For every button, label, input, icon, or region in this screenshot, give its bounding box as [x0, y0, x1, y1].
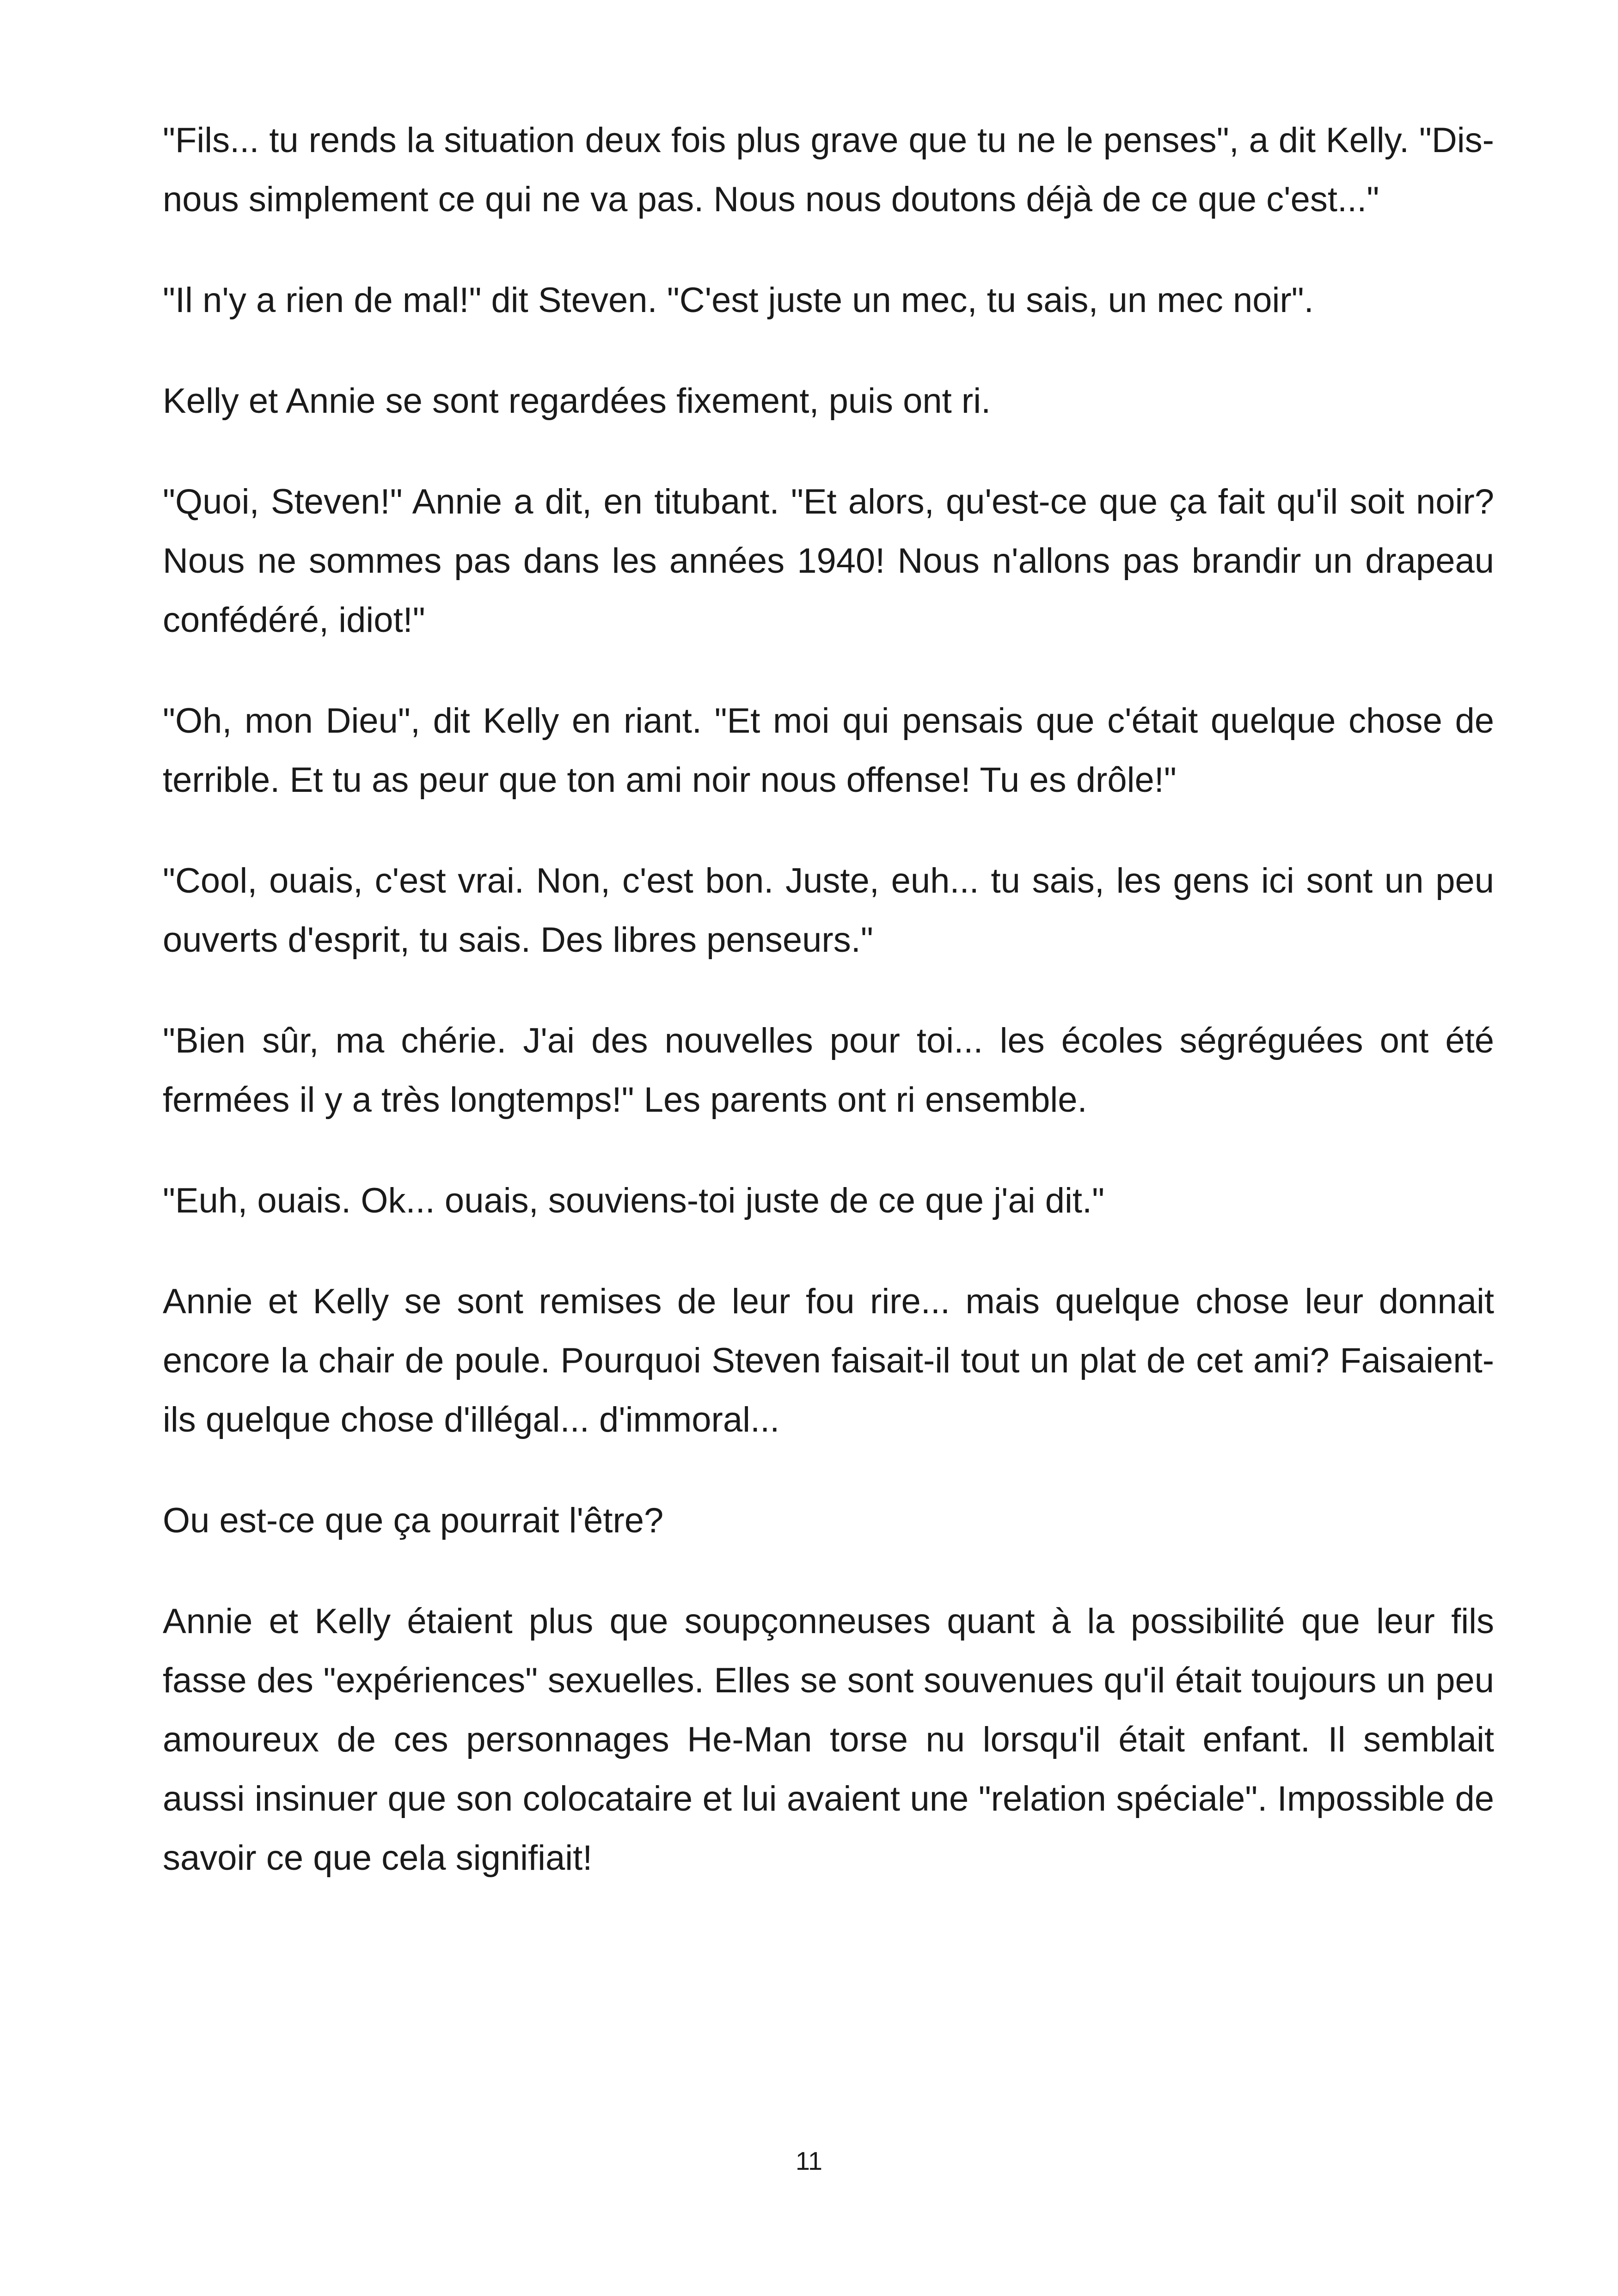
paragraph-9: Annie et Kelly se sont remises de leur fou rire... mais quelque chose leur donnait encore la chair de poule. Pourquoi Steven faisait-il tout un plat de cet ami? Faisaient-ils quelque chose d'illégal... d'immoral...: [163, 1282, 1494, 1439]
paragraph-2: "Il n'y a rien de mal!" dit Steven. "C'est juste un mec, tu sais, un mec noir".: [163, 281, 1314, 320]
paragraph-3: Kelly et Annie se sont regardées fixement, puis ont ri.: [163, 381, 991, 421]
paragraph-4: "Quoi, Steven!" Annie a dit, en titubant. "Et alors, qu'est-ce que ça fait qu'il soit noir? Nous ne sommes pas dans les années 1940! Nous n'allons pas brandir un drapeau confédéré, idiot!": [163, 482, 1494, 640]
paragraph-6: "Cool, ouais, c'est vrai. Non, c'est bon. Juste, euh... tu sais, les gens ici sont un peu ouverts d'esprit, tu sais. Des libres penseurs.": [163, 861, 1494, 960]
paragraph-7: "Bien sûr, ma chérie. J'ai des nouvelles pour toi... les écoles ségréguées ont été fermées il y a très longtemps!" Les parents ont ri ensemble.: [163, 1021, 1494, 1120]
paragraph-8: "Euh, ouais. Ok... ouais, souviens-toi juste de ce que j'ai dit.": [163, 1181, 1105, 1220]
paragraph-11: Annie et Kelly étaient plus que soupçonneuses quant à la possibilité que leur fils fasse des "expériences" sexuelles. Elles se sont souvenues qu'il était toujours un peu amoureux de ces personnages He-Man torse nu lorsqu'il était enfant. Il semblait aussi insinuer que son colocataire et lui avaient une "relation spéciale". Impossible de savoir ce que cela signifiait!: [163, 1602, 1494, 1878]
paragraph-10: Ou est-ce que ça pourrait l'être?: [163, 1501, 664, 1540]
paragraph-5: "Oh, mon Dieu", dit Kelly en riant. "Et moi qui pensais que c'était quelque chose de terrible. Et tu as peur que ton ami noir nous offense! Tu es drôle!": [163, 701, 1494, 800]
page-number: 11: [795, 2146, 823, 2175]
document-body: [163, 111, 1494, 1929]
paragraph-1: "Fils... tu rends la situation deux fois plus grave que tu ne le penses", a dit Kelly. "Dis-nous simplement ce qui ne va pas. Nous nous doutons déjà de ce que c'est...": [163, 121, 1494, 219]
